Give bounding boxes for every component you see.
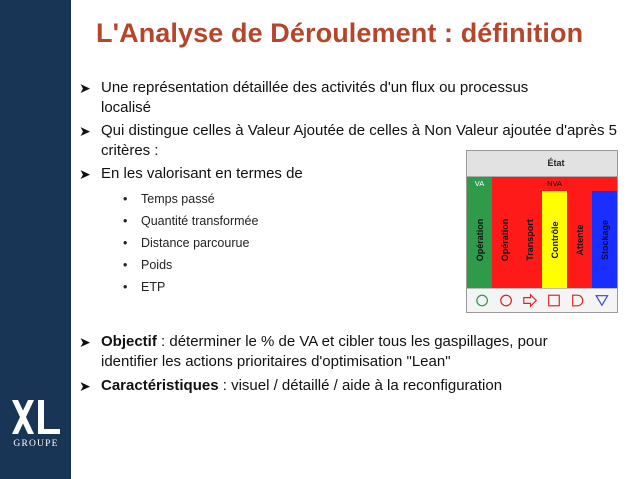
sub-bullet-text: Quantité transformée [141, 214, 259, 228]
column-label: Opération [499, 218, 510, 261]
bullet-text: En les valorisant en termes de [101, 165, 303, 182]
column-controle [542, 191, 567, 288]
column-stockage [592, 191, 617, 288]
va-label: VA [467, 177, 492, 191]
sub-bullet-text: ETP [141, 280, 166, 294]
caracteristiques-label: Caractéristiques [101, 377, 219, 394]
column-label: Attente [574, 224, 585, 255]
arrow-bullet-icon: ➤ [79, 123, 91, 139]
arrow-bullet-icon: ➤ [79, 334, 91, 350]
column-label: Stockage [599, 219, 610, 260]
caracteristiques-text: : visuel / détaillé / aide à la reconfiguration [218, 377, 503, 394]
bullet-item [79, 164, 459, 184]
circle-va-icon [477, 295, 488, 306]
sub-bullet-text: Poids [141, 258, 173, 272]
objectif-text-2: identifier les actions prioritaires d'optimisation "Lean" [101, 353, 451, 370]
column-attente [567, 191, 592, 288]
state-chart-header: État [467, 151, 617, 177]
dot-bullet-icon: • [123, 192, 128, 206]
bullet-text: Une représentation détaillée des activités d'un flux ou processus localisé [101, 79, 529, 116]
bullet-item-caracteristiques [79, 376, 619, 396]
logo-groupe-text: GROUPE [13, 439, 59, 449]
column-operation-va [467, 191, 492, 288]
xl-logo-icon [8, 396, 64, 438]
state-chart [466, 150, 618, 313]
bullet-item [79, 78, 579, 118]
wait-d-icon [573, 295, 583, 306]
xl-groupe-logo [8, 396, 64, 456]
nva-label: NVA [492, 177, 617, 191]
state-symbols-row [467, 288, 617, 312]
slide-title: L'Analyse de Déroulement : définition [96, 18, 584, 48]
sub-bullet-text: Temps passé [141, 192, 215, 206]
circle-nva-icon [501, 295, 512, 306]
bullet-item-objectif [79, 332, 619, 372]
objectif-label: Objectif [101, 333, 157, 350]
storage-triangle-icon [596, 296, 608, 306]
arrow-bullet-icon: ➤ [79, 378, 91, 394]
arrow-bullet-icon: ➤ [79, 166, 91, 182]
column-label: Contrôle [549, 221, 560, 258]
dot-bullet-icon: • [123, 280, 128, 294]
transport-arrow-icon [524, 295, 536, 307]
dot-bullet-icon: • [123, 236, 128, 250]
dot-bullet-icon: • [123, 214, 128, 228]
objectif-text: : déterminer le % de VA et cibler tous les gaspillages, pour [156, 333, 548, 350]
left-sidebar-bar [0, 0, 71, 479]
sub-bullet-text: Distance parcourue [141, 236, 250, 250]
column-operation-nva [492, 191, 517, 288]
column-label: Transport [524, 218, 535, 261]
dot-bullet-icon: • [123, 258, 128, 272]
control-square-icon [549, 295, 560, 306]
arrow-bullet-icon: ➤ [79, 80, 91, 96]
column-label: Opération [474, 218, 485, 261]
column-transport [517, 191, 542, 288]
bullet-text: Qui distingue celles à Valeur Ajoutée de celles à Non Valeur ajoutée d'après 5 critères : [101, 122, 617, 159]
